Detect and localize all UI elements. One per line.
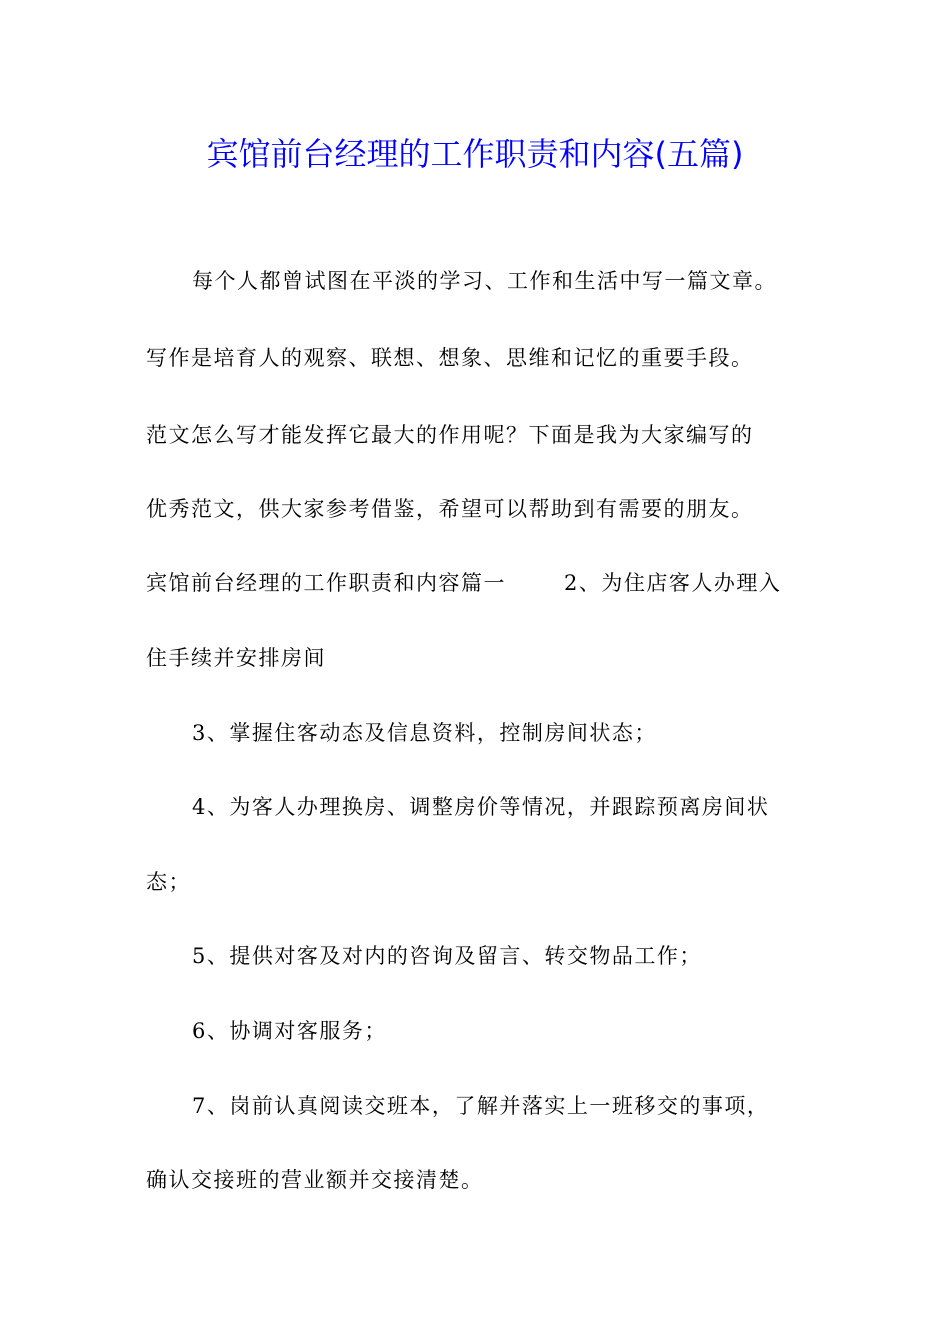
item-6-line-1: 6、协调对客服务； xyxy=(192,1019,387,1043)
item-4-line-1: 4、为客人办理换房、调整房价等情况，并跟踪预离房间状 xyxy=(192,795,770,819)
document-title: 宾馆前台经理的工作职责和内容(五篇) xyxy=(206,135,744,173)
item-2-line-1: 2、为住店客人办理入 xyxy=(564,571,782,595)
intro-line-4: 优秀范文，供大家参考借鉴，希望可以帮助到有需要的朋友。 xyxy=(146,497,754,521)
item-3-line-1: 3、掌握住客动态及信息资料，控制房间状态； xyxy=(192,721,657,745)
item-2-line-2: 住手续并安排房间 xyxy=(146,646,326,670)
intro-line-2: 写作是培育人的观察、联想、想象、思维和记忆的重要手段。 xyxy=(146,346,754,370)
intro-line-1: 每个人都曾试图在平淡的学习、工作和生活中写一篇文章。 xyxy=(192,269,777,293)
item-5-line-1: 5、提供对客及对内的咨询及留言、转交物品工作； xyxy=(192,944,702,968)
item-4-line-2: 态； xyxy=(146,870,191,894)
item-7-line-1: 7、岗前认真阅读交班本，了解并落实上一班移交的事项， xyxy=(192,1094,770,1118)
item-7-line-2: 确认交接班的营业额并交接清楚。 xyxy=(146,1168,484,1192)
intro-line-3: 范文怎么写才能发挥它最大的作用呢？下面是我为大家编写的 xyxy=(146,423,754,447)
section-heading-line xyxy=(146,568,781,598)
section-heading: 宾馆前台经理的工作职责和内容篇一 xyxy=(146,571,506,595)
